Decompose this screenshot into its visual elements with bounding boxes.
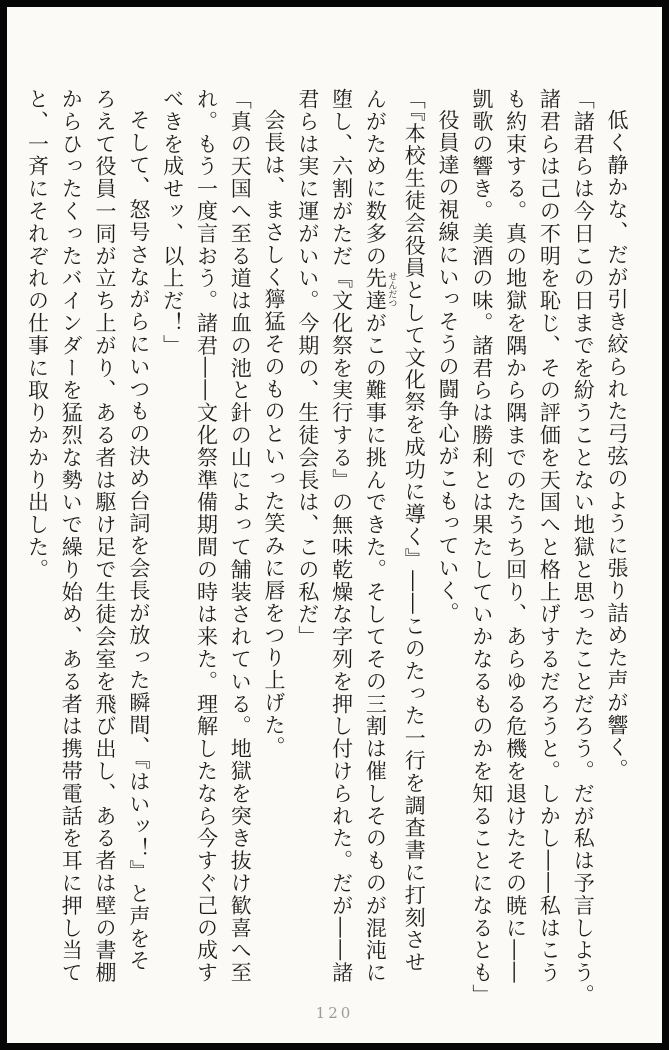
text-column: 「諸君らは今日この日までを紛うことない地獄と思ったことだろう。だが私は予言しよう。 [571, 88, 596, 1007]
text-column: 君らは実に運がいい。今期の、生徒会長は、この私だ」 [295, 88, 320, 648]
text-column: れ。もう一度言おう。諸君――文化祭準備期間の時は来た。理解したなら今すぐ己の成す [194, 88, 219, 984]
text-column: ろえて役員一同が立ち上がり、ある者は駆け足で生徒会室を飛び出し、ある者は壁の書棚 [93, 88, 118, 984]
text-column: 凱歌の響き。美酒の味。諸君らは勝利とは果たしていかなるものかを知ることになるとも」 [469, 88, 494, 1007]
text-column: そして、怒号さながらにいつもの決め台詞を会長が放った瞬間、『はいッ！』と声をそ [126, 109, 151, 973]
text-column: 「『本校生徒会役員として文化祭を成功に導く』――このたった一行を調査書に打刻させ [402, 88, 427, 974]
text-column: 諸君らは己の不明を恥じ、その評価を天国へと格上げするだろうと。しかし――私はこう [537, 88, 562, 984]
text-column: 役員達の視線にいっそうの闘争心がこもっていく。 [436, 109, 461, 625]
text-column: んがために数多の先達 せんだつがこの難事に挑んできた。そしてその三割は催しそのものが混沌に [363, 88, 397, 985]
text-column: 会長は、まさしく獰猛そのものといった笑みに唇をつり上げた。 [262, 109, 287, 759]
text-column: からひったくったバインダーを猛烈な勢いで繰り始め、ある者は携帯電話を耳に押し当て [59, 88, 84, 984]
page-text [20, 88, 633, 1012]
text-column: べきを成せッ、以上だ！」 [160, 88, 185, 357]
page-number: 120 [315, 1004, 354, 1022]
text-column: と、一斉にそれぞれの仕事に取りかかり出した。 [25, 88, 50, 581]
text-column: 「真の天国へ至る道は血の池と針の山によって舗装されている。地獄を突き抜け歓喜へ至 [228, 88, 253, 984]
text-column: 堕し、六割がただ『文化祭を実行する』の無味乾燥な字列を押し付けられた。だが――諸 [329, 88, 354, 984]
text-column: も約束する。真の地獄を隅から隅までのたうち回り、あらゆる危機を退けたその暁に―― [503, 88, 528, 984]
text-column: 低く静かな、だが引き絞られた弓弦のように張り詰めた声が響く。 [605, 109, 629, 781]
